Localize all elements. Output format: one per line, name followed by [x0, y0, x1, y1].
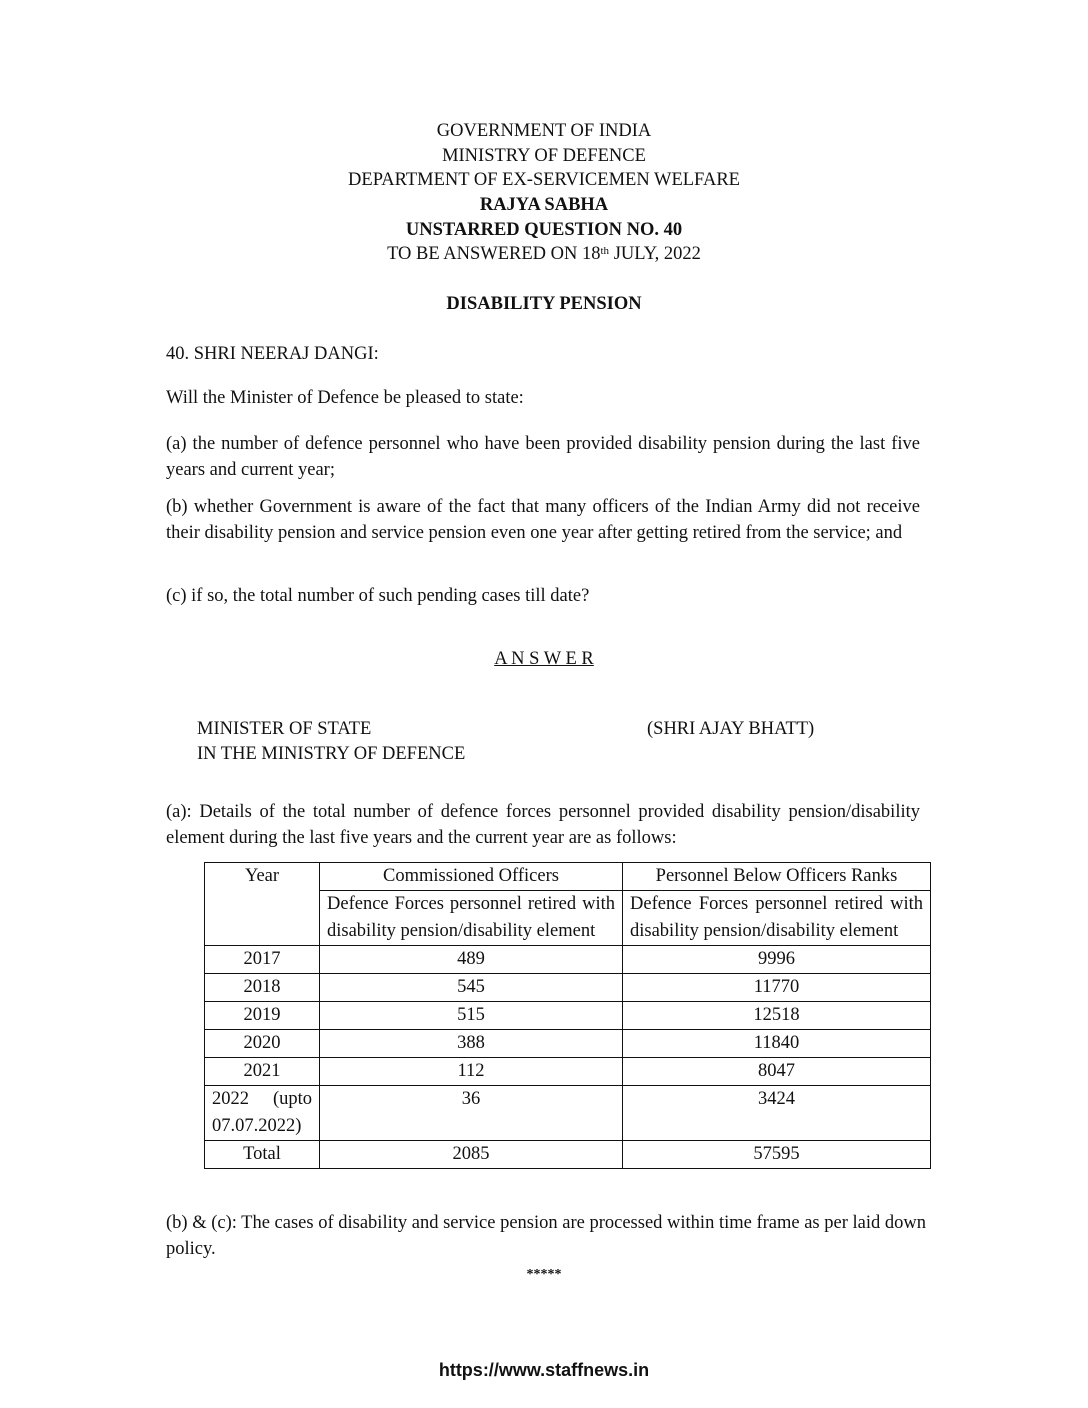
answer-b-c: (b) & (c): The cases of disability and service pension are processed within time frame as per laid down policy.: [166, 1213, 926, 1259]
table-row: [205, 946, 931, 974]
row-year: 2020: [205, 1030, 320, 1058]
table-total-row: [205, 1141, 931, 1169]
question-c: (c) if so, the total number of such pending cases till date?: [166, 586, 590, 606]
header-ministry: MINISTRY OF DEFENCE: [442, 146, 646, 166]
table-row: [205, 974, 931, 1002]
question-b: (b) whether Government is aware of the fact that many officers of the Indian Army did not receive their disability pension and service pension even one year after getting retired from the service; and: [166, 497, 920, 543]
row-co: 489: [320, 946, 623, 974]
row-pbor: 11770: [623, 974, 931, 1002]
disability-pension-table: [204, 862, 931, 1169]
total-co: 2085: [320, 1141, 623, 1169]
questioner-name: 40. SHRI NEERAJ DANGI:: [166, 344, 379, 364]
row-co: 36: [320, 1086, 623, 1141]
subject-title: DISABILITY PENSION: [446, 294, 642, 314]
row-pbor: 8047: [623, 1058, 931, 1086]
header-year: Year: [205, 863, 320, 946]
row-co: 388: [320, 1030, 623, 1058]
footer-url[interactable]: https://www.staffnews.in: [438, 1360, 650, 1380]
minister-title-line2: IN THE MINISTRY OF DEFENCE: [197, 744, 466, 764]
header-department: DEPARTMENT OF EX-SERVICEMEN WELFARE: [348, 170, 740, 190]
row-year: 2022 (upto 07.07.2022): [205, 1086, 320, 1141]
row-co: 545: [320, 974, 623, 1002]
table-row: [205, 1030, 931, 1058]
row-pbor: 11840: [623, 1030, 931, 1058]
total-label: Total: [205, 1141, 320, 1169]
answer-date-text: TO BE ANSWERED ON 18: [387, 244, 601, 264]
row-co: 112: [320, 1058, 623, 1086]
row-pbor: 12518: [623, 1002, 931, 1030]
header-house: RAJYA SABHA: [479, 195, 609, 215]
row-pbor: 3424: [623, 1086, 931, 1141]
answer-date-superscript: th: [600, 245, 610, 257]
row-year: 2018: [205, 974, 320, 1002]
minister-name: (SHRI AJAY BHATT): [647, 719, 815, 739]
row-year: 2021: [205, 1058, 320, 1086]
row-co: 515: [320, 1002, 623, 1030]
row-year: 2019: [205, 1002, 320, 1030]
table-row: [205, 1086, 931, 1141]
header-government: GOVERNMENT OF INDIA: [436, 121, 652, 141]
answer-date-month-year: JULY, 2022: [609, 244, 701, 264]
table-row: [205, 1058, 931, 1086]
subheader-pbor: Defence Forces personnel retired with disability pension/disability element: [623, 891, 931, 946]
answer-a: (a): Details of the total number of defence forces personnel provided disability pension/disability element during the last five years and the current year are as follows:: [166, 802, 920, 848]
header-answer-date: [0, 242, 1088, 267]
minister-title: [197, 717, 465, 767]
question-intro: Will the Minister of Defence be pleased to state:: [166, 388, 524, 408]
header-commissioned-officers: Commissioned Officers: [320, 863, 623, 891]
table-row: [205, 1002, 931, 1030]
header-question-number: UNSTARRED QUESTION NO. 40: [405, 220, 683, 240]
total-pbor: 57595: [623, 1141, 931, 1169]
minister-title-line1: MINISTER OF STATE: [197, 719, 372, 739]
end-mark: *****: [526, 1267, 562, 1282]
header-pbor: Personnel Below Officers Ranks: [623, 863, 931, 891]
table-header-row: [205, 863, 931, 891]
row-year: 2017: [205, 946, 320, 974]
question-a: (a) the number of defence personnel who have been provided disability pension during the last five years and current year;: [166, 434, 920, 480]
row-pbor: 9996: [623, 946, 931, 974]
subheader-commissioned-officers: Defence Forces personnel retired with disability pension/disability element: [320, 891, 623, 946]
answer-heading: A N S W E R: [494, 649, 594, 669]
